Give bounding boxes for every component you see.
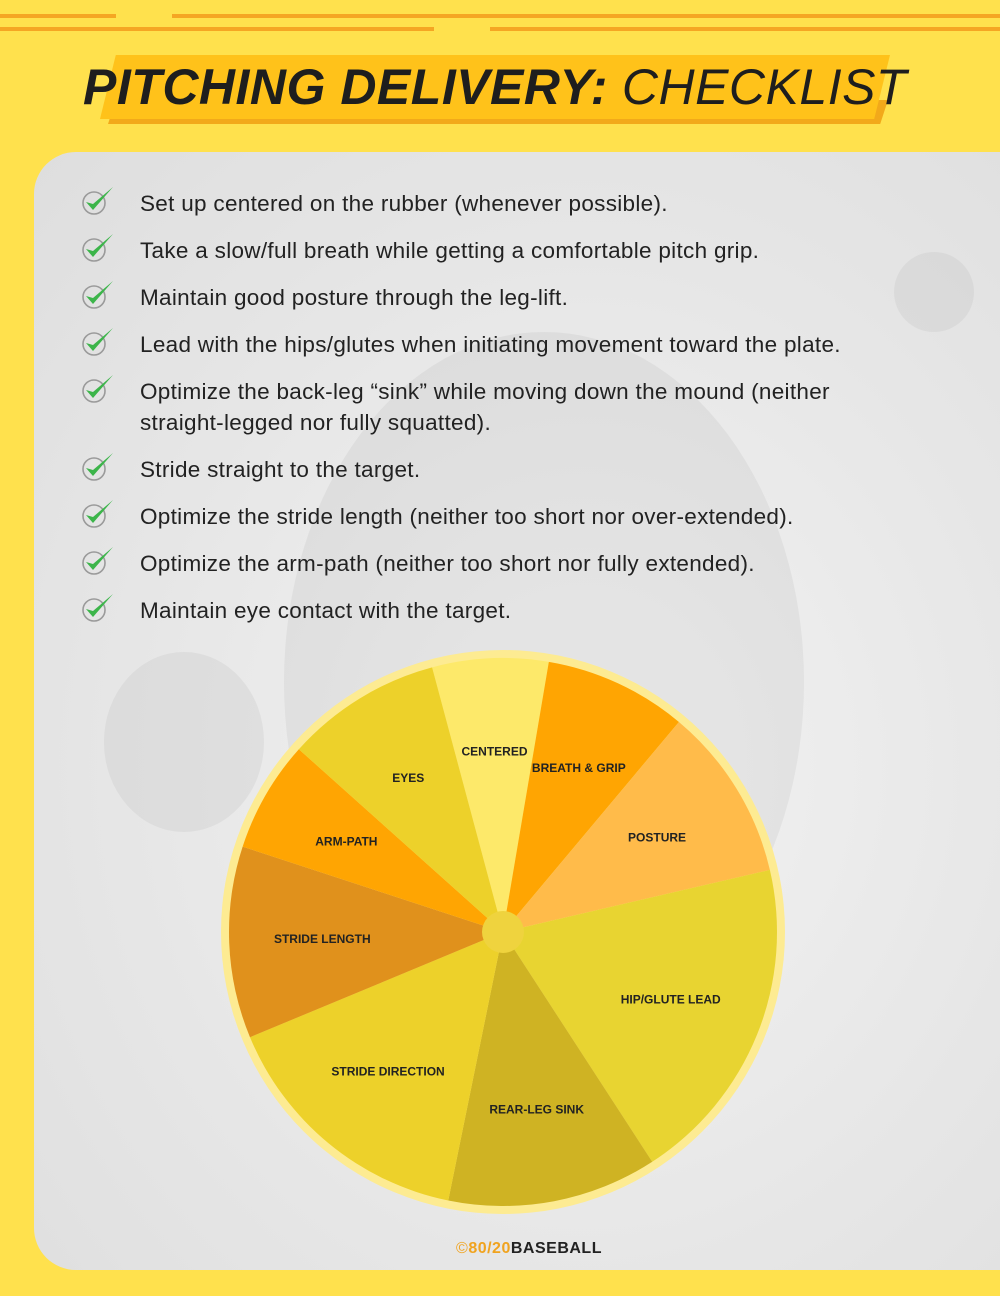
checklist-line: Optimize the stride length (neither too short nor over-extended). [140, 504, 794, 529]
checklist-line: Maintain good posture through the leg-lift. [140, 285, 569, 310]
checklist-line: Optimize the back-leg “sink” while moving down the mound (neither [140, 379, 830, 404]
brand-name: BASEBALL [510, 1240, 602, 1257]
title-light-part: CHECKLIST [621, 59, 907, 115]
pie-slice-label: POSTURE [628, 830, 687, 845]
pie-slice-label: EYES [392, 770, 425, 785]
title-bold-part: PITCHING DELIVERY: [83, 59, 608, 115]
checklist-line: Optimize the arm-path (neither too short nor fully extended). [140, 551, 755, 576]
pie-slice-label: STRIDE LENGTH [273, 931, 371, 946]
checklist-line: Maintain eye contact with the target. [140, 598, 512, 623]
pie-slice-label: BREATH & GRIP [531, 760, 626, 775]
checklist-line: straight-legged nor fully squatted). [140, 410, 491, 435]
pie-slice-label: ARM-PATH [315, 834, 378, 849]
pie-slice-label: STRIDE DIRECTION [331, 1064, 445, 1079]
pie-slice-label: REAR-LEG SINK [489, 1102, 585, 1117]
pie-slice-label: HIP/GLUTE LEAD [620, 992, 721, 1007]
checklist-line: Take a slow/full breath while getting a comfortable pitch grip. [140, 238, 760, 263]
checklist-line: Set up centered on the rubber (whenever possible). [140, 191, 668, 216]
checklist-line: Lead with the hips/glutes when initiating movement toward the plate. [140, 332, 841, 357]
brand-number: 80/20 [468, 1240, 511, 1257]
pie-slice-label: CENTERED [461, 744, 528, 759]
footer-brand [0, 1240, 1000, 1258]
pie-center-hub [482, 911, 524, 953]
copyright-symbol: © [456, 1240, 469, 1257]
checklist-line: Stride straight to the target. [140, 457, 421, 482]
